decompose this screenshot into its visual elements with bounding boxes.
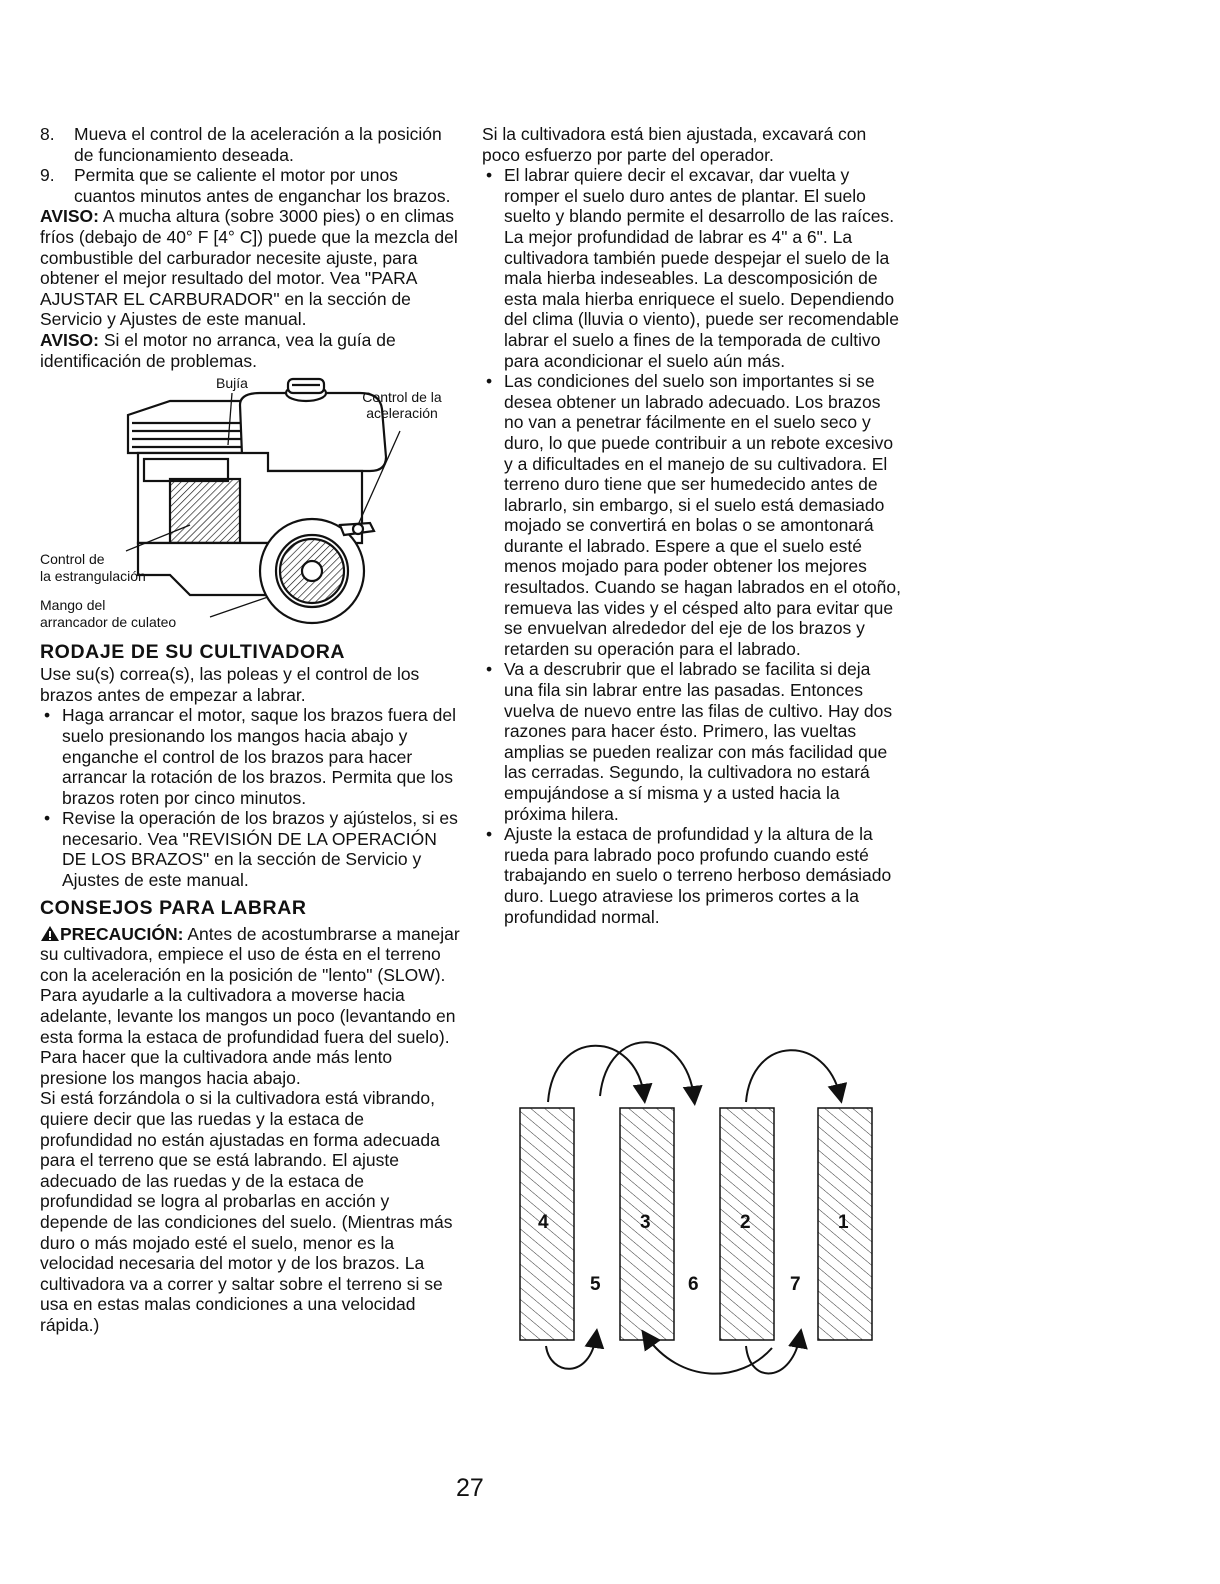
gap-label: 5 [590,1274,601,1295]
tilling-pattern-svg [500,1036,920,1386]
rodaje-heading: RODAJE DE SU CULTIVADORA [40,641,346,664]
aviso-text: Si el motor no arranca, vea la guía de identificación de problemas. [40,329,396,371]
right-intro: Si la cultivadora está bien ajustada, excavará con poco esfuerzo por parte del operador. [482,124,867,165]
start-steps-list [40,124,460,206]
aviso-altitude-paragraph [40,206,460,330]
engine-figure [40,375,460,635]
choke-label-line2: la estrangulación [40,568,146,585]
step-item [40,124,460,165]
consejos-paragraph-2: Si está forzándola o si la cultivadora está vibrando, quiere decir que las ruedas y la estaca de profundidad no están ajustadas en forma adecuada para el terreno que se está labrando. El ajuste adecuado de las ruedas y de la estaca de profundidad se logra al probarlas en acción y depende de las condiciones del suelo. (Mientras más duro o más mojado esté el suelo, menor es la velocidad necesaria del motor y de los brazos. La cultivadora va a correr y saltar sobre el terreno si se usa en estas malas condiciones a una velocidad rápida.) [40,1088,453,1335]
row-label: 1 [838,1212,849,1233]
consejos-heading: CONSEJOS PARA LABRAR [40,896,307,919]
page-number: 27 [456,1474,484,1502]
warning-triangle-icon [40,925,60,942]
rodaje-intro: Use su(s) correa(s), las poleas y el control de los brazos antes de empezar a labrar. [40,664,420,705]
aviso-nostart-paragraph [40,330,460,371]
throttle-control-label: Control de la aceleración [362,389,442,422]
recoil-label-line1: Mango del [40,597,106,614]
right-column [482,124,902,927]
aviso-text: A mucha altura (sobre 3000 pies) o en climas fríos (debajo de 40° F [4° C]) puede que la mezcla del combustible del carburador necesite ajuste, para obtener el mejor resultado del motor. Vea "PARA AJUSTAR EL CARBURADOR" en la sección de Servicio y Ajustes de este manual. [40,206,458,330]
list-item: • El labrar quiere decir el excavar, dar vuelta y romper el suelo duro antes de plantar. El suelo suelto y blando permite el desarrollo de las raíces. La mejor profundidad de labrar es 4" a 6". La cultivadora también puede despejar el suelo de la mala hierba indeseables. La descomposición de esta mala hierba enriquece el suelo. Dependiendo del clima (lluvia o viento), puede ser recomendable labrar el suelo a fines de la temporada de cultivo para acondicionar el suelo aún más. [482,165,902,371]
list-item: • Revise la operación de los brazos y ajústelos, si es necesario. Vea "REVISIÓN DE LA OPERACIÓN DE LOS BRAZOS" en la sección de Servicio y Ajustes de este manual. [40,808,460,890]
aviso-label: AVISO: [40,206,99,227]
gap-label: 7 [790,1274,801,1295]
step-number: 8. [40,124,55,144]
choke-label-line1: Control de [40,551,105,568]
step-item [40,165,460,206]
recoil-label-line2: arrancador de culateo [40,614,177,631]
list-item: • Haga arrancar el motor, saque los brazos fuera del suelo presionando los mangos hacia abajo y enganche el control de los brazos para hacer arrancar la rotación de los brazos. Permita que los brazos roten por cinco minutos. [40,705,460,808]
list-item: • Ajuste la estaca de profundidad y la altura de la rueda para labrado poco profundo cuando esté trabajando en suelo o terreno herboso demásiado duro. Luego atraviese los primeros cortes a la profundidad normal. [482,824,902,927]
step-text: Mueva el control de la aceleración a la posición de funcionamiento deseada. [74,124,442,165]
consejos-paragraph-1: Para ayudarle a la cultivadora a moverse hacia adelante, levante los mangos un poco (levantando en esta forma la estaca de profundidad fuera del suelo). Para hacer que la cultivadora ande más lento presione los mangos hacia abajo. [40,985,456,1088]
row-label: 3 [640,1212,651,1233]
tilling-pattern-diagram [500,1036,920,1386]
precaucion-paragraph [40,924,460,986]
left-column [40,124,460,1336]
precaucion-text: Antes de acostumbrarse a manejar su cultivadora, empiece el uso de ésta en el terreno con la aceleración en la posición de "lento" (SLOW). [40,923,460,985]
precaucion-label: PRECAUCIÓN: [60,923,184,944]
rodaje-bullets [40,705,460,890]
row-label: 2 [740,1212,751,1233]
tilling-tips-bullets [482,165,902,927]
step-number: 9. [40,165,55,186]
row-label: 4 [538,1212,549,1233]
aviso-label: AVISO: [40,329,99,350]
list-item: • Va a descrubrir que el labrado se facilita si deja una fila sin labrar entre las pasadas. Entonces vuelva de nuevo entre las filas de cultivo. Hay dos razones para hacer ésto. Primero, las vueltas amplias se pueden realizar con más facilidad que las cerradas. Segundo, la cultivadora no estará empujándose a sí misma y a usted hacia la próxima hilera. [482,659,902,824]
gap-label: 6 [688,1274,699,1295]
list-item: • Las condiciones del suelo son importantes si se desea obtener un labrado adecuado. Los brazos no van a penetrar fácilmente en el suelo seco y duro, lo que puede contribuir a un rebote excesivo y a dificultades en el manejo de su cultivadora. El terreno duro tiene que ser humedecido antes de labrarlo, sin embargo, si el suelo está demasiado mojado se convertirá en bolas o se amontonará durante el labrado. Espere a que el suelo esté menos mojado para poder obtener los mejores resultados. Cuando se hagan labrados en el otoño, remueva las vides y el césped alto para evitar que se envuelvan alrededor del eje de los brazos y retarden su operación para el labrado. [482,371,902,659]
step-text: Permita que se caliente el motor por unos cuantos minutos antes de enganchar los brazos. [74,165,451,206]
spark-plug-label: Bujía [216,375,248,392]
